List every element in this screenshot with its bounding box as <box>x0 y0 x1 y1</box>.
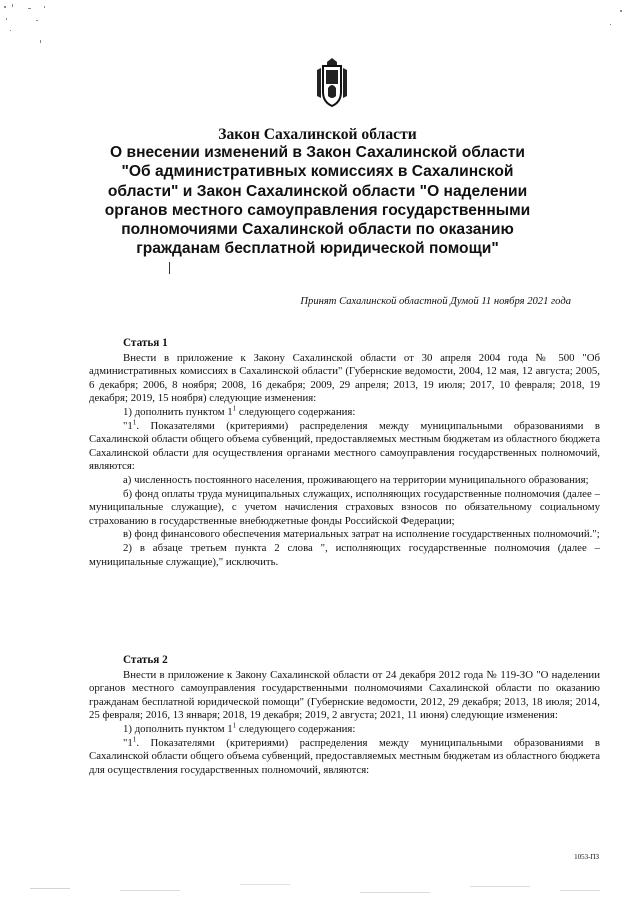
article-1-sub-a: а) численность постоянного населения, проживающего на территории муниципального образования; <box>123 473 589 486</box>
article-1-quote <box>89 417 600 474</box>
article-1-item-1-after: следующего содержания: <box>236 405 356 418</box>
article-2-item-1 <box>89 723 600 737</box>
article-2-quote-text: . Показателями (критериями) распределения между муниципальными образованиями в Сахалинской области общего объема субвенций, предоставляемых местным бюджетам из областного бюджета для осуществления государственных полномочий, являются: <box>89 736 600 776</box>
law-subtitle: О внесении изменений в Закон Сахалинской области "Об административных комиссиях в Сахалинской области" и Закон Сахалинской области "О наделении органов местного самоуправления государственными полномочиями Сахалинской области по оказанию гражданам бесплатной юридической помощи" <box>104 144 531 258</box>
article-1-quote-sup: 1 <box>132 417 137 426</box>
article-1-sub-v: в) фонд финансового обеспечения материальных затрат на исполнение государственных полномочий."; <box>123 528 600 541</box>
article-2 <box>89 654 600 777</box>
article-1-sub-b: б) фонд оплаты труда муниципальных служащих, исполняющих государственные полномочия (далее – муниципальные служащие), с учетом начисления страховых взносов по обязательному социальному страхованию в государственные внебюджетные фонды Российской Федерации; <box>89 487 600 527</box>
article-1-item-1-before: 1) дополнить пунктом 1 <box>123 405 233 418</box>
article-2-item-1-after: следующего содержания: <box>236 722 356 735</box>
article-2-intro: Внести в приложение к Закону Сахалинской области от 24 декабря 2012 года № 119-ЗО "О наделении органов местного самоуправления государственными полномочиями Сахалинской области по оказанию гражданам бесплатной юридической помощи" (Губернские ведомости, 2012, 29 декабря; 2013, 18 июля; 2014, 25 февраля; 2016, 13 января; 2018, 19 декабря; 2019, 2 августа; 2021, 11 июня) следующие изменения: <box>89 668 600 722</box>
article-2-item-1-sup: 1 <box>232 721 237 730</box>
article-1-quote-open: "1 <box>123 419 133 432</box>
article-1-quote-text: . Показателями (критериями) распределения между муниципальными образованиями в Сахалинской области общего объема субвенций, предоставляемых местным бюджетам из областного бюджета Сахалинской области для осуществления органами местного самоуправления государственных полномочий, являются: <box>89 419 600 473</box>
margin-mark <box>169 262 170 274</box>
article-2-item-1-before: 1) дополнить пунктом 1 <box>123 722 233 735</box>
article-1-heading: Статья 1 <box>123 337 168 349</box>
article-2-quote <box>89 734 600 778</box>
article-1-intro: Внести в приложение к Закону Сахалинской области от 30 апреля 2004 года № 500 "Об административных комиссиях в Сахалинской области" (Губернские ведомости, 2004, 12 мая, 12 августа; 2005, 6 декабря; 2006, 8 ноября; 2008, 16 декабря; 2009, 29 апреля; 2013, 19 июля; 2017, 10 февраля; 2018, 19 декабря; 2019, 15 ноября) следующие изменения: <box>89 351 600 405</box>
article-2-quote-sup: 1 <box>132 734 137 743</box>
coat-of-arms-icon <box>313 58 351 108</box>
article-2-heading: Статья 2 <box>123 654 168 666</box>
article-1-item-2: 2) в абзаце третьем пункта 2 слова ", исполняющих государственные полномочия (далее – муниципальные служащие)," исключить. <box>89 541 600 568</box>
article-1 <box>89 337 600 569</box>
document-code: 1053-ПЗ <box>574 853 599 861</box>
article-1-item-1 <box>89 406 600 420</box>
adoption-note: Принят Сахалинской областной Думой 11 ноября 2021 года <box>300 296 571 307</box>
article-2-quote-open: "1 <box>123 736 133 749</box>
article-1-item-1-sup: 1 <box>232 404 237 413</box>
law-title: Закон Сахалинской области <box>218 126 417 143</box>
